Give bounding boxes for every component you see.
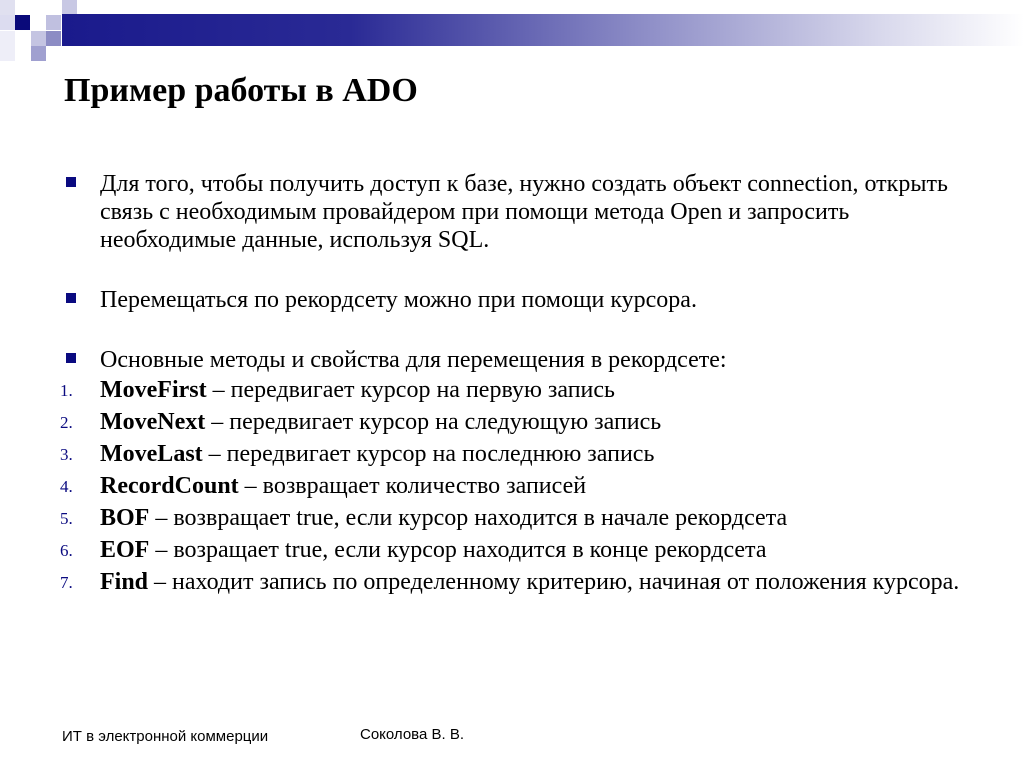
list-item	[60, 502, 966, 534]
item-number: 1.	[60, 381, 73, 400]
property-description: – возвращает количество записей	[238, 473, 587, 499]
bullet-item	[66, 346, 966, 374]
item-number: 3.	[60, 445, 73, 464]
list-item	[60, 438, 966, 470]
bullet-text: Основные методы и свойства для перемещения в рекордсете:	[100, 347, 727, 373]
method-description: – передвигает курсор на следующую запись	[205, 409, 662, 435]
method-description: – передвигает курсор на первую запись	[206, 377, 615, 403]
list-item	[60, 534, 966, 566]
method-description: – передвигает курсор на последнюю запись	[202, 441, 655, 467]
method-name: MoveFirst	[100, 377, 207, 403]
list-item	[60, 568, 966, 596]
square-bullet-icon	[66, 293, 76, 303]
footer-course: ИТ в электронной коммерции	[62, 728, 269, 745]
list-item	[60, 374, 966, 406]
property-description: – возвращает true, если курсор находится в начале рекордсета	[149, 505, 788, 531]
bullet-list	[60, 170, 966, 596]
bullet-text: Перемещаться по рекордсету можно при помощи курсора.	[100, 287, 697, 313]
bullet-text: Для того, чтобы получить доступ к базе, нужно создать объект connection, открыть связь с необходимым провайдером при помощи метода Open и запросить необходимые данные, используя SQL.	[100, 171, 948, 253]
slide-title: Пример работы в ADO	[64, 72, 418, 109]
square-bullet-icon	[66, 353, 76, 363]
property-name: EOF	[100, 537, 150, 563]
method-name: MoveNext	[100, 409, 206, 435]
method-name: Find	[100, 569, 149, 595]
method-description: – находит запись по определенному критерию, начиная от положения курсора.	[148, 569, 960, 595]
property-description: – возращает true, если курсор находится в конце рекордсета	[149, 537, 767, 563]
list-item	[60, 470, 966, 502]
item-number: 6.	[60, 541, 73, 560]
list-item	[60, 406, 966, 438]
item-number: 5.	[60, 509, 73, 528]
square-bullet-icon	[66, 177, 76, 187]
item-number: 2.	[60, 413, 73, 432]
numbered-list	[60, 374, 966, 596]
item-number: 7.	[60, 573, 73, 592]
footer-author: Соколова В. В.	[360, 726, 465, 743]
property-name: BOF	[100, 505, 150, 531]
bullet-item	[66, 286, 966, 314]
item-number: 4.	[60, 477, 73, 496]
property-name: RecordCount	[100, 473, 239, 499]
method-name: MoveLast	[100, 441, 203, 467]
bullet-item	[66, 170, 966, 254]
header-gradient-bar	[62, 14, 1024, 46]
